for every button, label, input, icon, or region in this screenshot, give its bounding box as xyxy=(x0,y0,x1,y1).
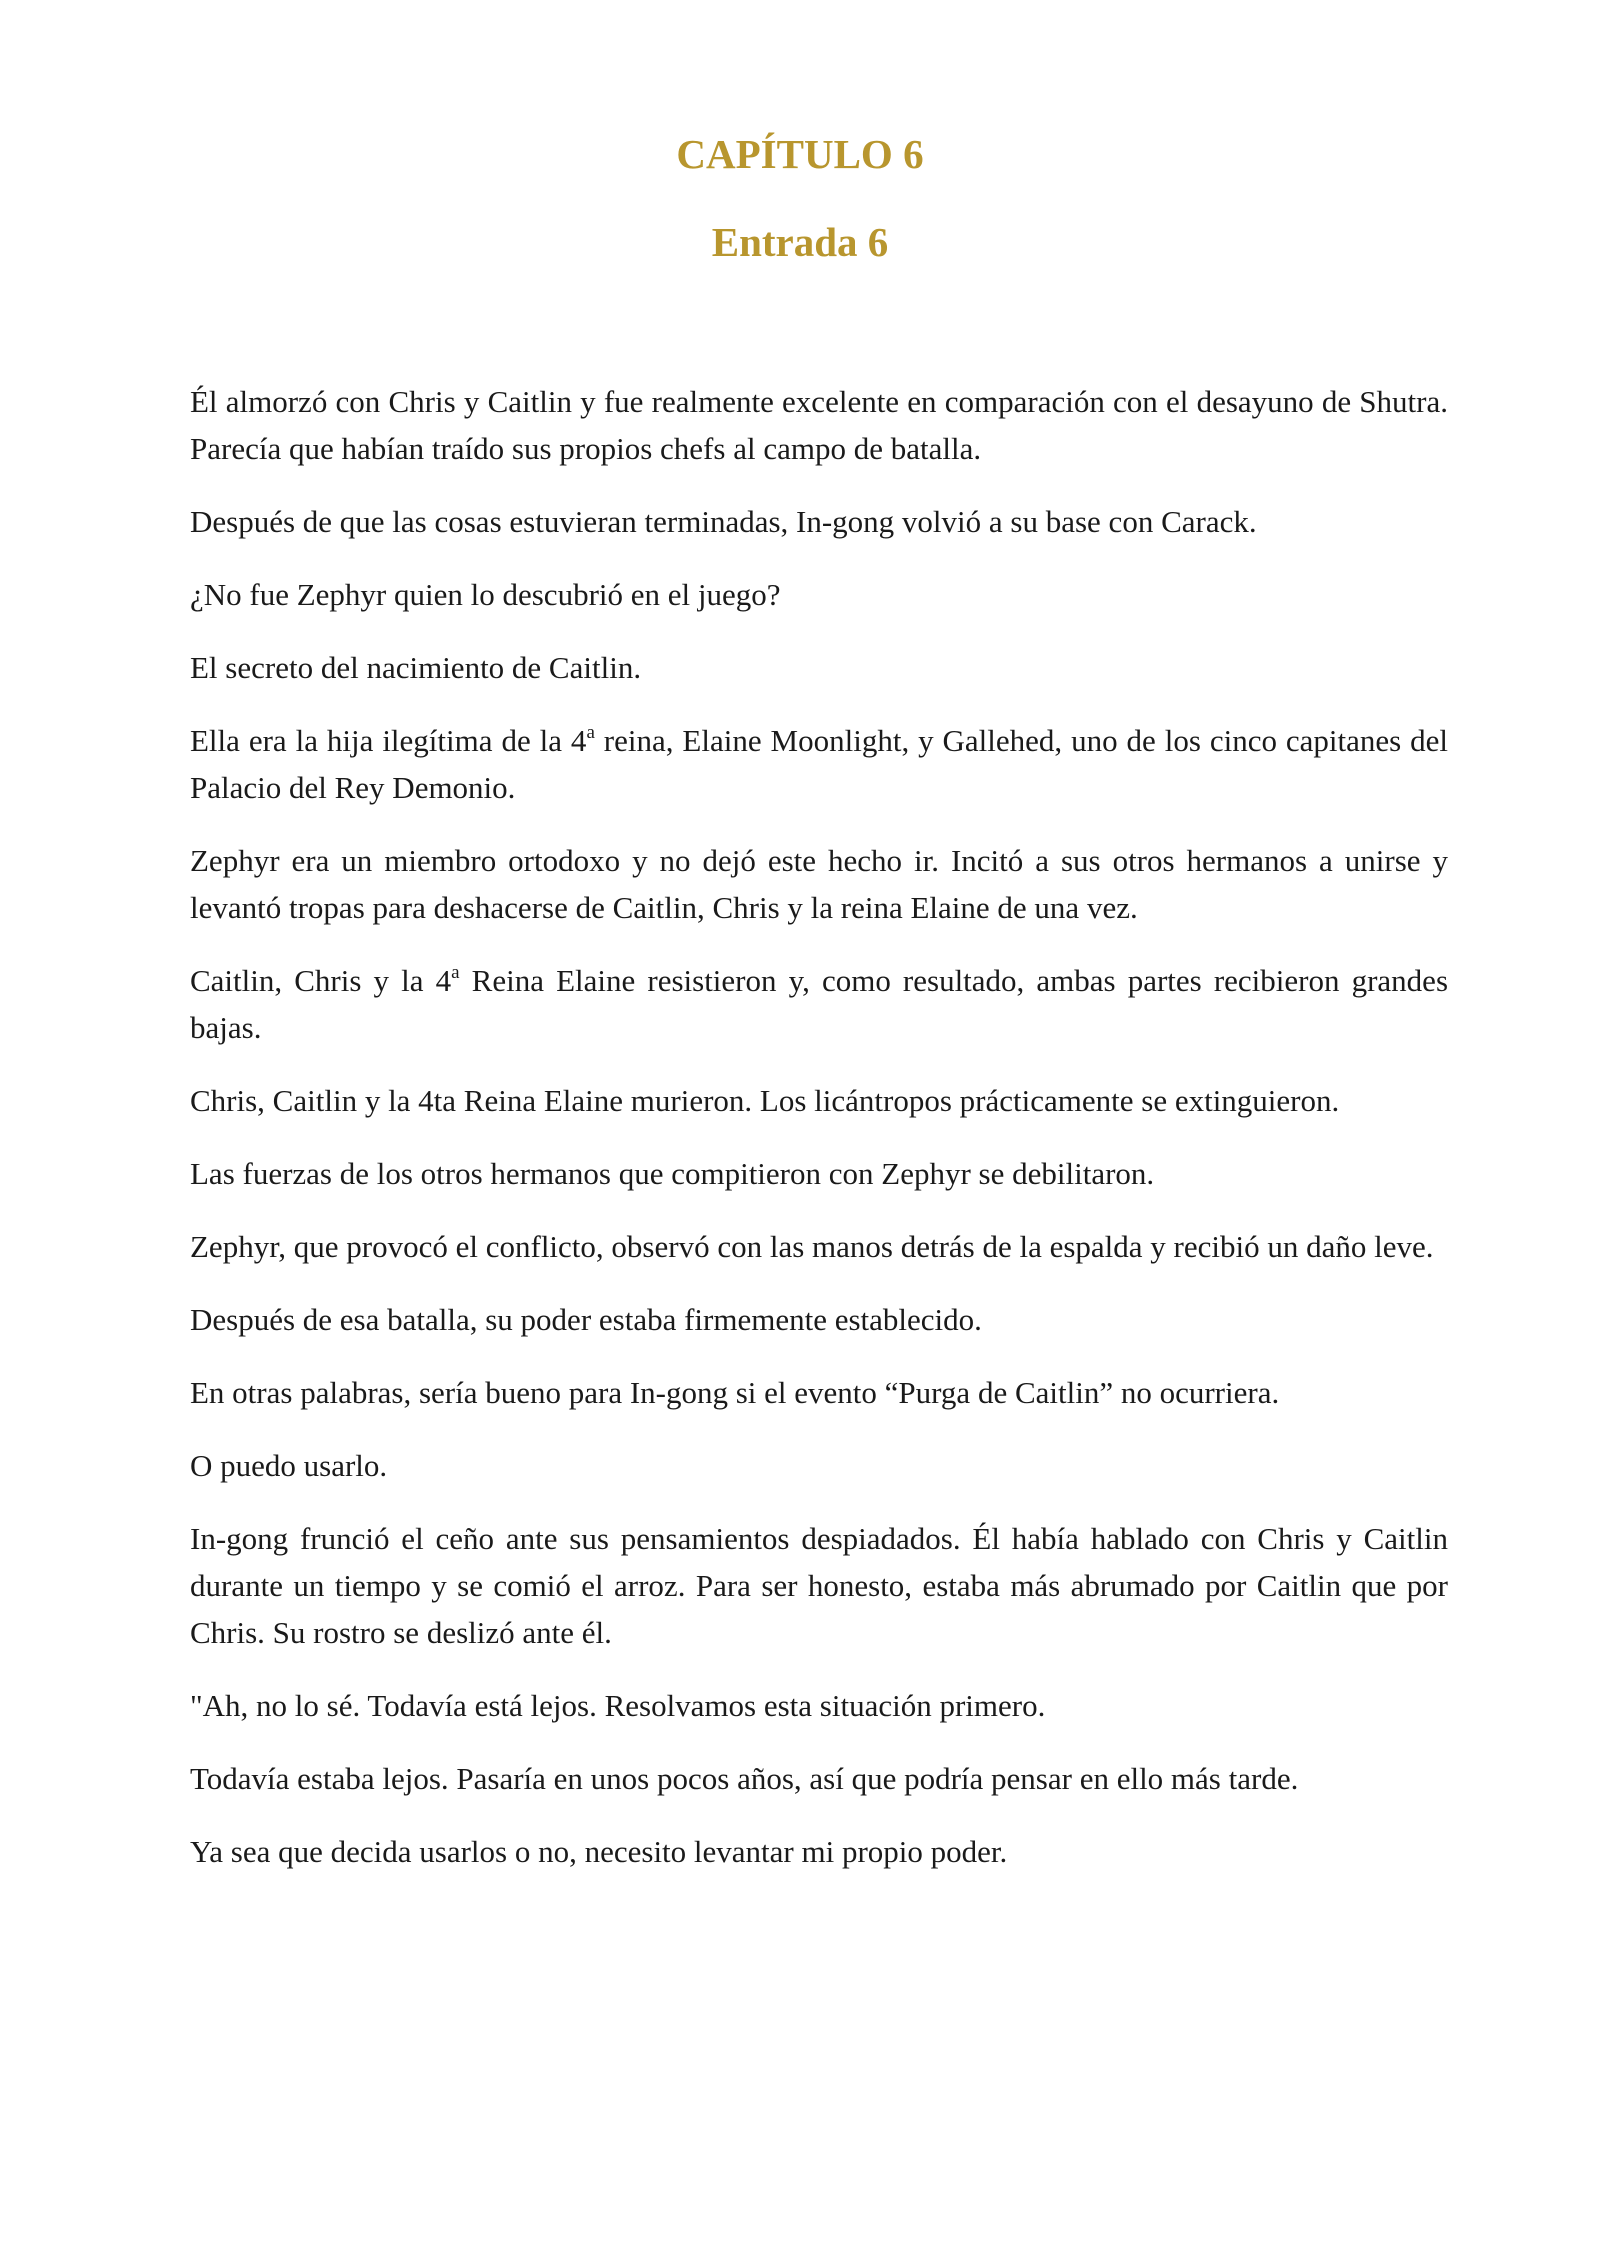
body-text xyxy=(190,378,1448,1901)
paragraph-6: Zephyr era un miembro ortodoxo y no dejó este hecho ir. Incitó a sus otros hermanos a unirse y levantó tropas para deshacerse de Caitlin, Chris y la reina Elaine de una vez. xyxy=(190,843,1448,925)
paragraph-3: ¿No fue Zephyr quien lo descubrió en el juego? xyxy=(190,577,781,612)
paragraph-11: Después de esa batalla, su poder estaba firmemente establecido. xyxy=(190,1302,982,1337)
paragraph-2: Después de que las cosas estuvieran terminadas, In-gong volvió a su base con Carack. xyxy=(190,504,1257,539)
paragraph-7 xyxy=(190,957,1448,1051)
paragraph-4: El secreto del nacimiento de Caitlin. xyxy=(190,650,642,685)
chapter-title: CAPÍTULO 6 xyxy=(676,131,924,177)
paragraph-1: Él almorzó con Chris y Caitlin y fue realmente excelente en comparación con el desayuno de Shutra. Parecía que habían traído sus propios chefs al campo de batalla. xyxy=(190,384,1448,466)
entry-title: Entrada 6 xyxy=(711,219,889,265)
paragraph-5 xyxy=(190,717,1448,811)
paragraph-14: In-gong frunció el ceño ante sus pensamientos despiadados. Él había hablado con Chris y Caitlin durante un tiempo y se comió el arroz. Para ser honesto, estaba más abrumado por Caitlin que por Chris. Su rostro se deslizó ante él. xyxy=(190,1521,1448,1650)
paragraph-10: Zephyr, que provocó el conflicto, observó con las manos detrás de la espalda y recibió un daño leve. xyxy=(190,1229,1434,1264)
paragraph-13: O puedo usarlo. xyxy=(190,1448,388,1483)
paragraph-5-end: reina, Elaine Moonlight, y Gallehed, uno de los cinco capitanes del Palacio del Rey Demonio. xyxy=(190,723,1448,805)
paragraph-8: Chris, Caitlin y la 4ta Reina Elaine murieron. Los licántropos prácticamente se extinguieron. xyxy=(190,1083,1340,1118)
ordinal-superscript: a xyxy=(451,962,460,983)
paragraph-16: Todavía estaba lejos. Pasaría en unos pocos años, así que podría pensar en ello más tarde. xyxy=(190,1761,1299,1796)
paragraph-17: Ya sea que decida usarlos o no, necesito levantar mi propio poder. xyxy=(190,1834,1008,1869)
paragraph-9: Las fuerzas de los otros hermanos que compitieron con Zephyr se debilitaron. xyxy=(190,1156,1155,1191)
paragraph-7-end: Reina Elaine resistieron y, como resultado, ambas partes recibieron grandes bajas. xyxy=(190,963,1449,1045)
paragraph-12: En otras palabras, sería bueno para In-gong si el evento “Purga de Caitlin” no ocurriera. xyxy=(190,1375,1280,1410)
paragraph-15: "Ah, no lo sé. Todavía está lejos. Resolvamos esta situación primero. xyxy=(190,1688,1046,1723)
ordinal-superscript: a xyxy=(586,722,595,743)
paragraph-5-start: Ella era la hija ilegítima de la 4 xyxy=(190,723,587,758)
paragraph-7-start: Caitlin, Chris y la 4 xyxy=(190,963,452,998)
